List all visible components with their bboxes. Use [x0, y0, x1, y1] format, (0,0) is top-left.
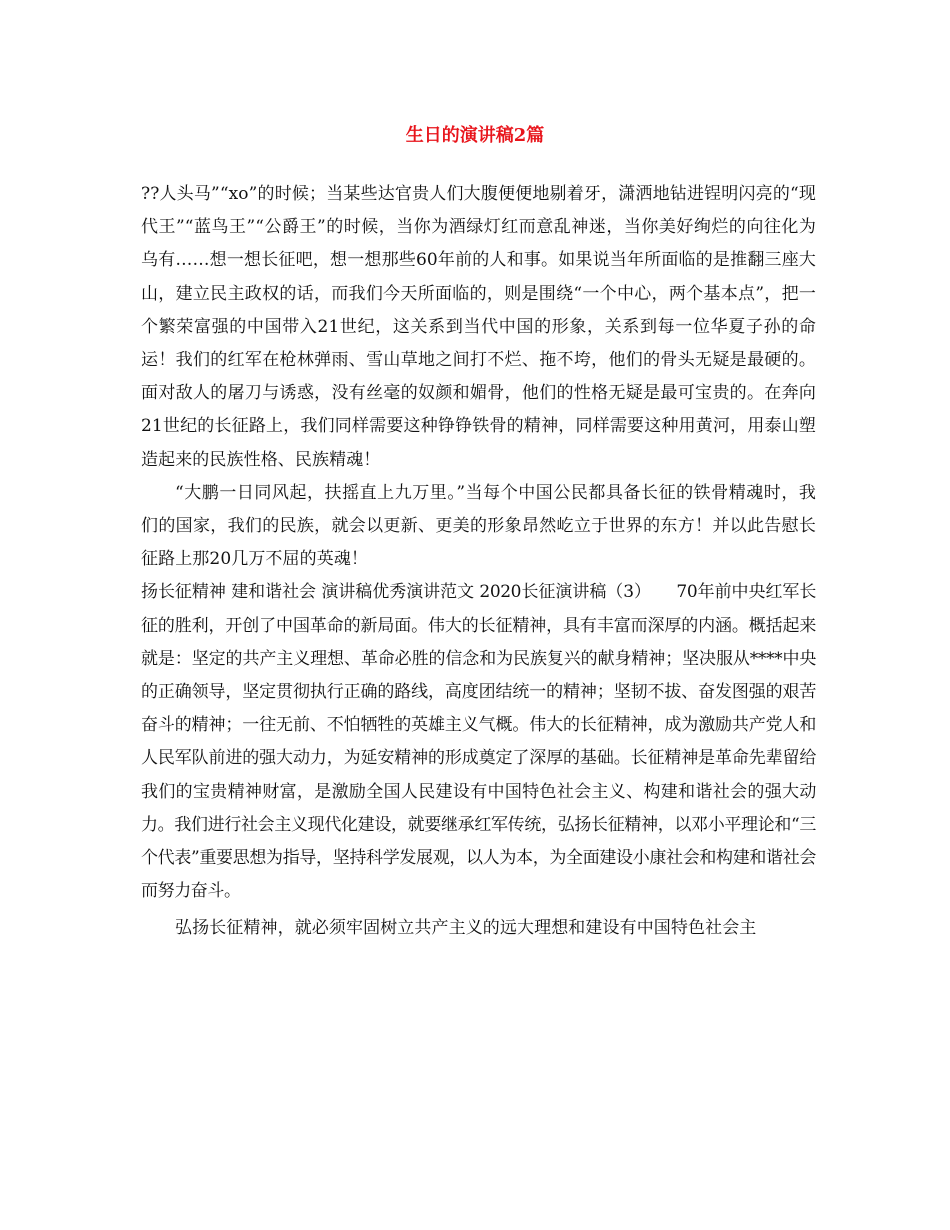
paragraph-1: ??人头马”“xo”的时候；当某些达官贵人们大腹便便地剔着牙，潇洒地钻进锃明闪亮的“现代王”“蓝鸟王”“公爵王”的时候，当你为酒绿灯红而意乱神迷，当你美好绚烂的向往化为乌有……想一想长征吧，想一想那些60年前的人和事。如果说当年所面临的是推翻三座大山，建立民主政权的话，而我们今天所面临的，则是围绕“一个中心，两个基本点”，把一个繁荣富强的中国带入21世纪，这关系到当代中国的形象，关系到每一位华夏子孙的命运！我们的红军在枪林弹雨、雪山草地之间打不烂、拖不垮，他们的骨头无疑是最硬的。面对敌人的屠刀与诱惑，没有丝毫的奴颜和媚骨，他们的性格无疑是最可宝贵的。在奔向21世纪的长征路上，我们同样需要这种铮铮铁骨的精神，同样需要这种用黄河，用泰山塑造起来的民族性格、民族精魂！ — [141, 184, 816, 470]
document-title: 生日的演讲稿2篇 — [405, 125, 545, 146]
paragraph-3: 扬长征精神 建和谐社会 演讲稿优秀演讲范文 2020长征演讲稿（3） 70年前中央红军长征的胜利，开创了中国革命的新局面。伟大的长征精神，具有丰富而深厚的内涵。概括起来就是：坚定的共产主义理想、革命必胜的信念和为民族复兴的献身精神；坚决服从****中央的正确领导，坚定贯彻执行正确的路线，高度团结统一的精神；坚韧不拔、奋发图强的艰苦奋斗的精神；一往无前、不怕牺牲的英雄主义气概。伟大的长征精神，成为激励共产党人和人民军队前进的强大动力，为延安精神的形成奠定了深厚的基础。长征精神是革命先辈留给我们的宝贵精神财富，是激励全国人民建设有中国特色社会主义、构建和谐社会的强大动力。我们进行社会主义现代化建设，就要继承红军传统，弘扬长征精神，以邓小平理论和“三个代表”重要思想为指导，坚持科学发展观，以人为本，为全面建设小康社会和构建和谐社会而努力奋斗。 — [141, 582, 816, 902]
document-body — [141, 178, 816, 946]
paragraph-2: “大鹏一日同风起，扶摇直上九万里。”当每个中国公民都具备长征的铁骨精魂时，我们的国家，我们的民族，就会以更新、更美的形象昂然屹立于世界的东方！并以此告慰长征路上那20几万不屈的英魂！ — [141, 482, 816, 570]
paragraph-4: 弘扬长征精神，就必须牢固树立共产主义的远大理想和建设有中国特色社会主 — [175, 918, 757, 939]
